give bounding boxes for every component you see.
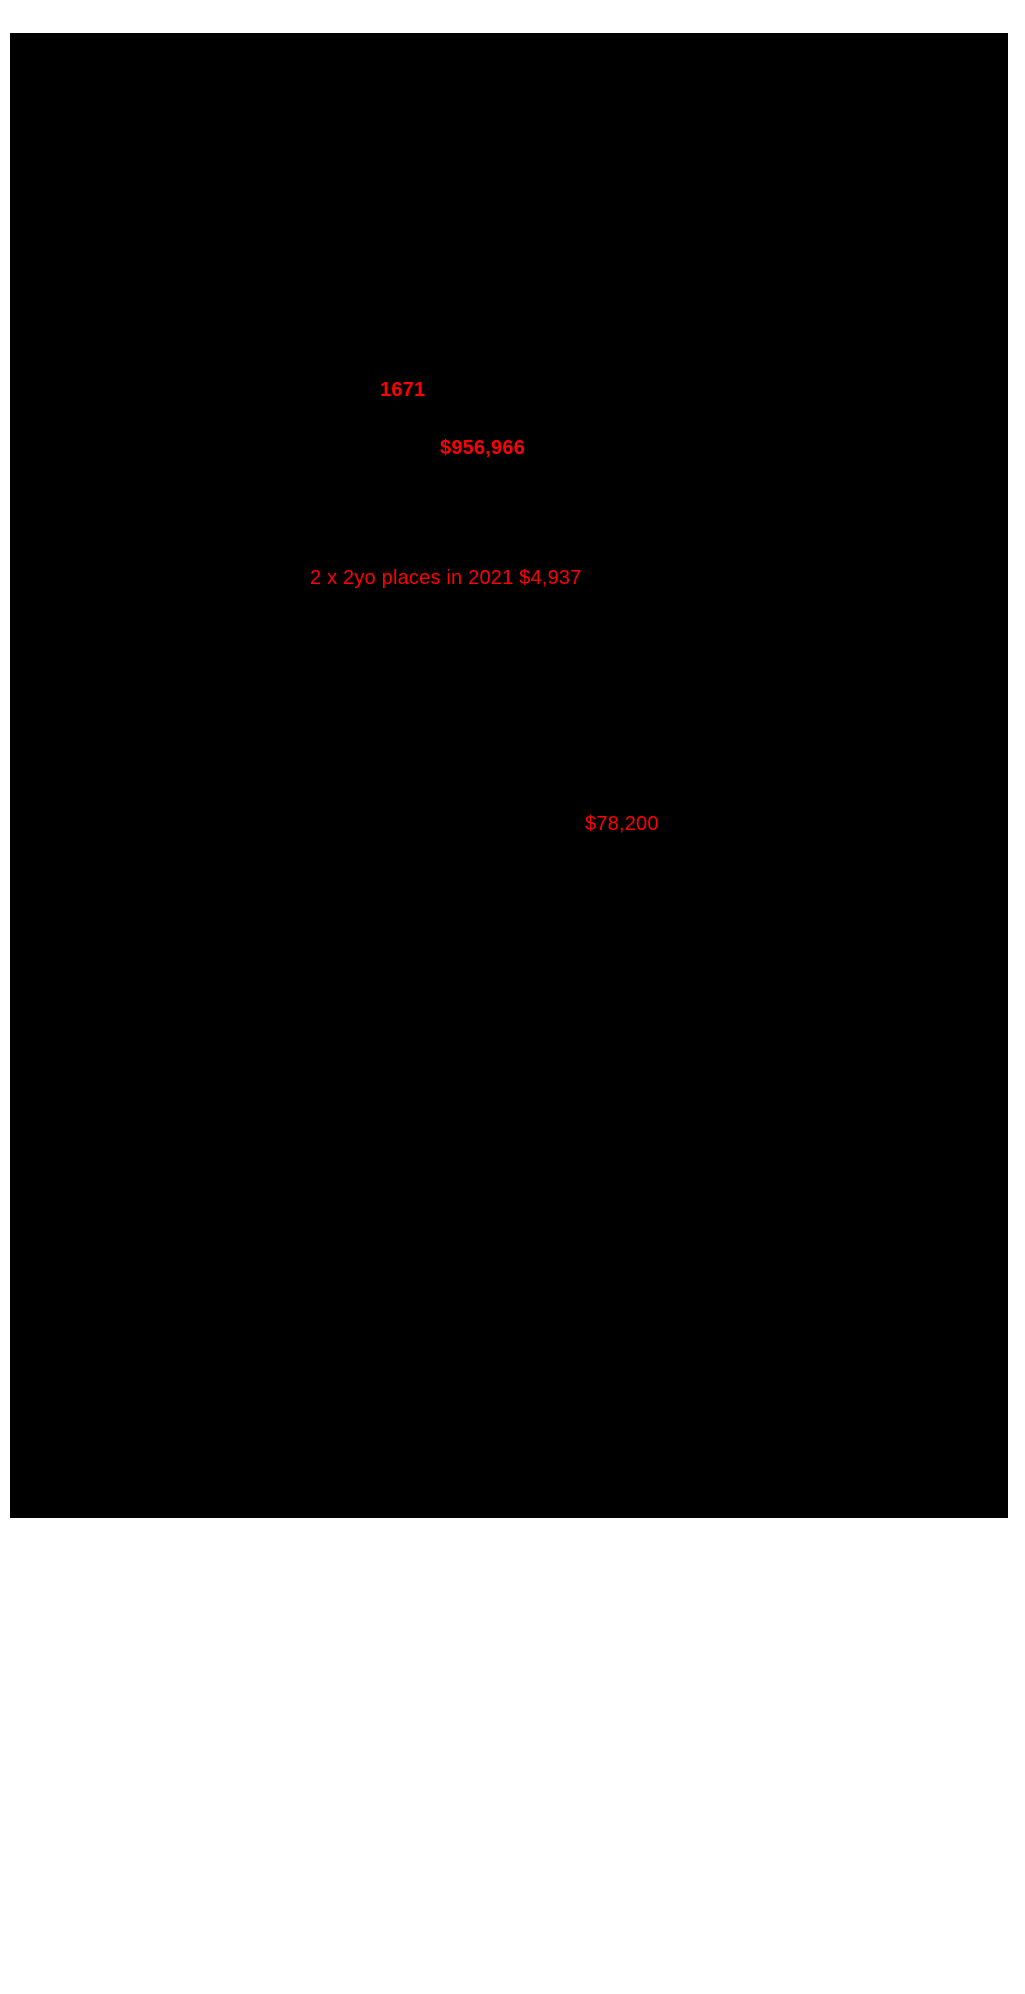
- annotation-places-note: 2 x 2yo places in 2021 $4,937: [310, 567, 582, 589]
- document-page: [10, 33, 1008, 1518]
- annotation-amount-large: $956,966: [440, 437, 526, 459]
- annotation-count: 1671: [380, 379, 426, 401]
- annotation-amount-small: $78,200: [585, 813, 659, 835]
